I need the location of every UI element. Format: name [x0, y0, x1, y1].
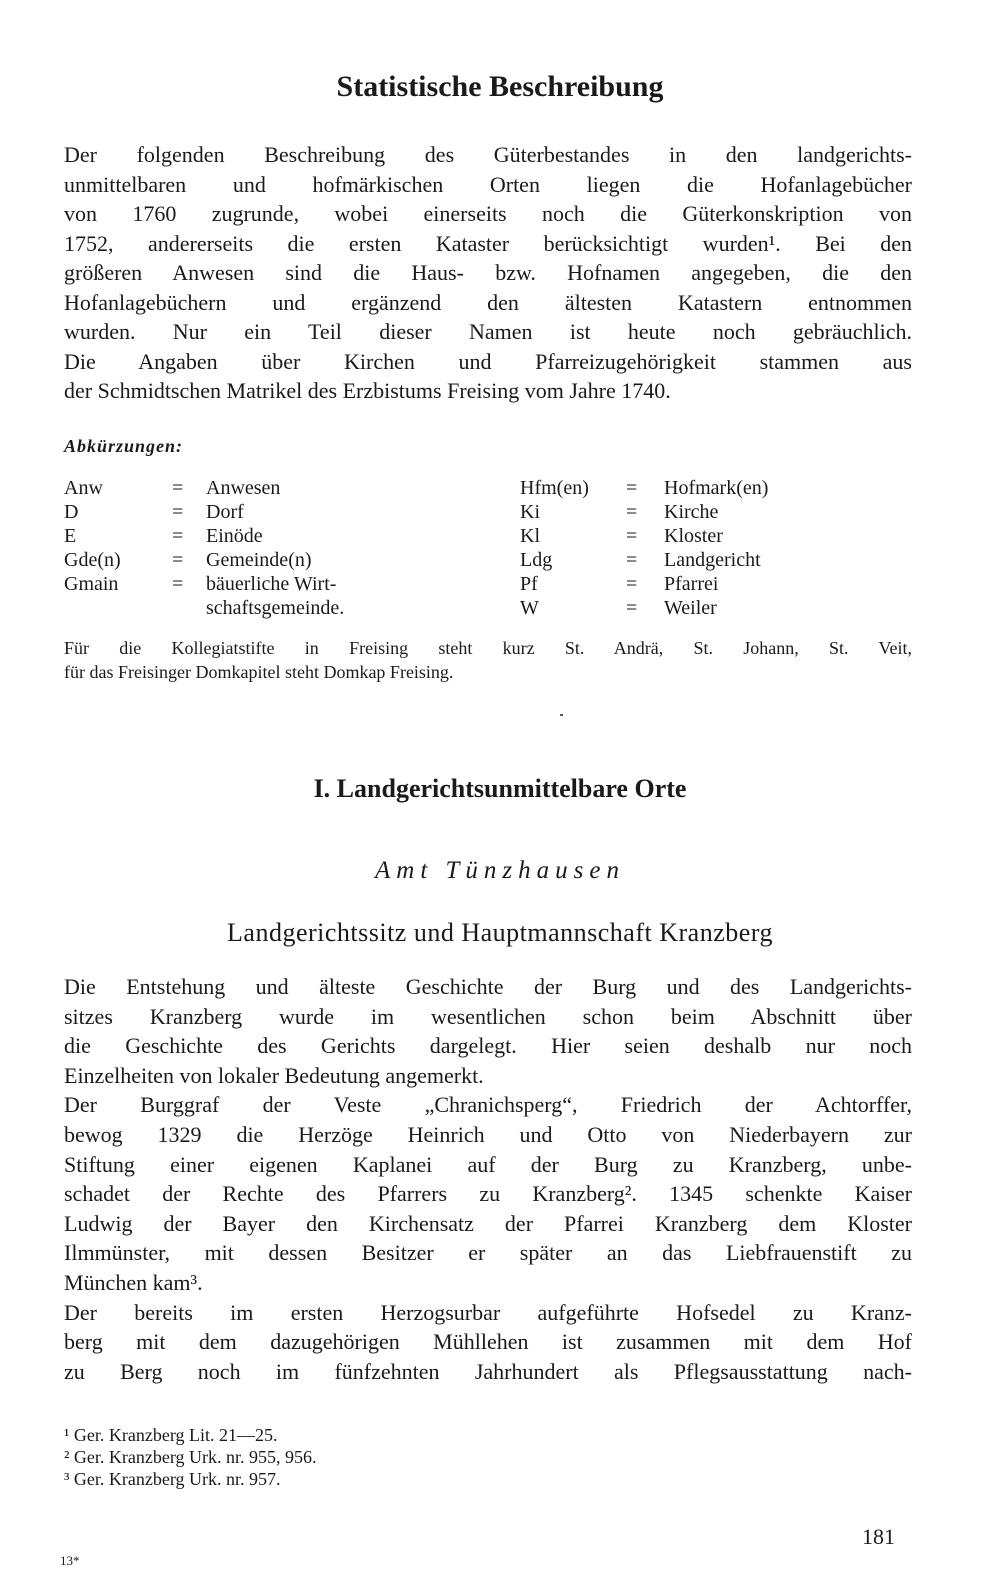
body-line: bewog 1329 die Herzöge Heinrich und Otto von Niederbayern zur [64, 1121, 912, 1147]
abbreviations-heading: Abkürzungen: [64, 436, 184, 456]
abbreviation-value: Weiler [664, 597, 717, 619]
abbreviation-equals: = [626, 573, 638, 595]
page-title: Statistische Beschreibung [336, 70, 664, 103]
abbreviation-key: E [64, 525, 77, 547]
body-line: Der bereits im ersten Herzogsurbar aufgeführte Hofsedel zu Kranz- [64, 1299, 912, 1325]
body-line: Ilmmünster, mit dessen Besitzer er später an das Liebfrauenstift zu [64, 1240, 912, 1266]
footnote-text: Ger. Kranzberg Urk. nr. 955, 956. [73, 1447, 317, 1467]
abbreviation-key: Gde(n) [64, 549, 121, 571]
body-line: zu Berg noch im fünfzehnten Jahrhundert als Pflegsausstattung nach- [64, 1358, 912, 1384]
page-number: 181 [862, 1524, 895, 1549]
footnote [64, 1468, 317, 1490]
footnote-text: Ger. Kranzberg Lit. 21—25. [73, 1425, 278, 1445]
abbreviation-row [520, 596, 820, 620]
body-line: sitzes Kranzberg wurde im wesentlichen schon beim Abschnitt über [64, 1003, 912, 1029]
abbreviation-value: Kloster [664, 525, 723, 547]
abbreviation-equals: = [626, 477, 638, 499]
abbreviation-key: Gmain [64, 573, 119, 595]
body-line: Einzelheiten von lokaler Bedeutung angemerkt. [64, 1062, 484, 1088]
intro-line: unmittelbaren und hofmärkischen Orten liegen die Hofanlagebücher [64, 171, 912, 197]
abbreviation-row [64, 596, 444, 620]
abbreviation-equals: = [172, 477, 184, 499]
body-paragraph [64, 972, 912, 1386]
footnote [64, 1446, 317, 1468]
abbreviation-row [64, 548, 444, 572]
intro-line: größeren Anwesen sind die Haus- bzw. Hofnamen angegeben, die den [64, 260, 912, 285]
abbreviation-value: Landgericht [664, 549, 761, 571]
abbreviation-key: Pf [520, 573, 538, 595]
abbreviation-equals: = [172, 573, 184, 595]
footnote-text: Ger. Kranzberg Urk. nr. 957. [73, 1469, 281, 1489]
intro-line: Die Angaben über Kirchen und Pfarreizugehörigkeit stammen aus [64, 348, 912, 374]
abbreviation-row [520, 476, 820, 500]
body-line: Der Burggraf der Veste „Chranichsperg“, Friedrich der Achtorffer, [64, 1092, 912, 1118]
abbreviation-value: Pfarrei [664, 573, 719, 595]
abbreviation-equals: = [172, 501, 184, 523]
collegiate-note [64, 636, 912, 684]
abbreviation-equals: = [626, 525, 638, 547]
body-line: die Geschichte des Gerichts dargelegt. Hier seien deshalb nur noch [64, 1033, 912, 1059]
abbreviation-row [64, 500, 444, 524]
footnote-mark: ³ [64, 1469, 70, 1489]
abbreviation-key: Ldg [520, 549, 553, 571]
abbreviations-right-column [520, 476, 820, 620]
note-line: Für die Kollegiatstifte in Freising steht kurz St. Andrä, St. Johann, St. Veit, [64, 638, 912, 658]
abbreviation-row [64, 476, 444, 500]
intro-line: 1752, andererseits die ersten Kataster berücksichtigt wurden¹. Bei den [64, 230, 912, 256]
abbreviation-key: Ki [520, 501, 540, 523]
intro-line: von 1760 zugrunde, wobei einerseits noch die Güterkonskription von [64, 201, 912, 226]
abbreviation-row [520, 500, 820, 524]
abbreviation-equals: = [172, 525, 184, 547]
footnote-mark: ¹ [64, 1425, 70, 1445]
body-line: Ludwig der Bayer den Kirchensatz der Pfarrei Kranzberg dem Kloster [64, 1210, 912, 1236]
abbreviation-row [520, 572, 820, 596]
footnote-mark: ² [64, 1447, 70, 1467]
intro-line: der Schmidtschen Matrikel des Erzbistums Freising vom Jahre 1740. [64, 378, 671, 403]
footnote [64, 1424, 317, 1446]
section-heading: I. Landgerichtsunmittelbare Orte [313, 774, 687, 803]
intro-line: Hofanlagebüchern und ergänzend den ältesten Katastern entnommen [64, 289, 912, 315]
abbreviation-value: Hofmark(en) [664, 477, 769, 499]
intro-line: wurden. Nur ein Teil dieser Namen ist heute noch gebräuchlich. [64, 319, 912, 344]
intro-paragraph [64, 140, 912, 406]
stray-mark [560, 714, 563, 716]
abbreviation-row [64, 524, 444, 548]
footnotes [64, 1424, 317, 1490]
body-line: München kam³. [64, 1269, 203, 1295]
abbreviation-key: D [64, 501, 79, 523]
abbreviation-key: Hfm(en) [520, 477, 589, 499]
signature-mark: 13* [60, 1553, 80, 1568]
abbreviation-equals: = [626, 549, 638, 571]
abbreviation-value: Anwesen [206, 477, 281, 499]
intro-line: Der folgenden Beschreibung des Güterbestandes in den landgerichts- [64, 142, 912, 167]
abbreviation-value: Gemeinde(n) [206, 549, 312, 571]
abbreviation-key: W [520, 597, 539, 619]
body-line: Stiftung einer eigenen Kaplanei auf der Burg zu Kranzberg, unbe- [64, 1151, 912, 1177]
abbreviation-value: bäuerliche Wirt- [206, 573, 337, 595]
abbreviation-equals: = [626, 597, 638, 619]
abbreviation-equals: = [626, 501, 638, 523]
amt-heading: Amt Tünzhausen [375, 857, 625, 884]
note-line: für das Freisinger Domkapitel steht Domkap Freising. [64, 662, 454, 682]
body-line: Die Entstehung und älteste Geschichte der Burg und des Landgerichts- [64, 974, 912, 999]
abbreviation-value: Einöde [206, 525, 263, 547]
abbreviation-row [520, 524, 820, 548]
abbreviation-row [64, 572, 444, 596]
body-line: schadet der Rechte des Pfarrers zu Kranzberg². 1345 schenkte Kaiser [64, 1181, 912, 1207]
sub-heading: Landgerichtssitz und Hauptmannschaft Kranzberg [227, 918, 773, 947]
abbreviations-left-column [64, 476, 444, 620]
abbreviation-value: Kirche [664, 501, 719, 523]
abbreviation-value: Dorf [206, 501, 244, 523]
body-line: berg mit dem dazugehörigen Mühllehen ist zusammen mit dem Hof [64, 1329, 912, 1355]
abbreviation-equals: = [172, 549, 184, 571]
abbreviation-value: schaftsgemeinde. [206, 597, 345, 619]
abbreviation-row [520, 548, 820, 572]
abbreviation-key: Kl [520, 525, 540, 547]
abbreviation-key: Anw [64, 477, 103, 499]
